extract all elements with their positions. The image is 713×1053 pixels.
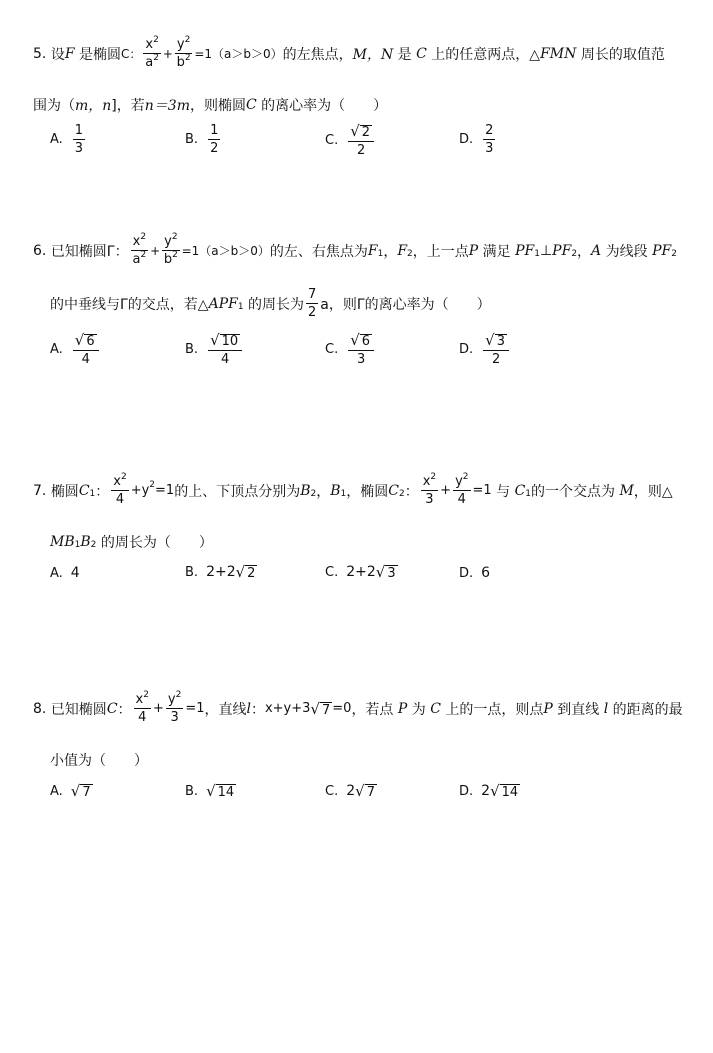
- question-number: 5.: [33, 45, 47, 62]
- q7-line1: [33, 472, 673, 507]
- question-number: 8.: [33, 700, 47, 717]
- radicand: 14: [501, 785, 519, 800]
- var-FMN: FMN: [540, 45, 577, 62]
- radicand: 6: [361, 334, 371, 349]
- text: 的左、右焦点为: [269, 243, 368, 260]
- option-a[interactable]: [50, 565, 80, 581]
- sqrt: √ 7: [310, 699, 331, 718]
- option-label: D.: [459, 342, 474, 357]
- denominator: 2: [308, 305, 317, 320]
- option-value: 4: [70, 565, 80, 581]
- q6-line1: [33, 232, 677, 267]
- var-P: P: [468, 242, 479, 259]
- radicand: 7: [82, 785, 91, 800]
- var-x: x: [145, 37, 154, 52]
- sqrt: √ 7: [355, 782, 375, 800]
- text: ，直线: [204, 701, 247, 718]
- sqrt: √ 2: [235, 563, 256, 581]
- text: ，: [577, 243, 592, 260]
- exponent: 2: [184, 53, 191, 63]
- exponent: 2: [462, 472, 469, 482]
- exponent: 2: [120, 472, 127, 482]
- radicand: 2: [361, 125, 371, 140]
- var-C: C: [514, 482, 526, 499]
- equation: $\frac{x^2}{3}$ + $\frac{y^2}{4}$ =1: [422, 472, 492, 507]
- option-b[interactable]: [185, 563, 257, 581]
- var-F: F: [367, 242, 378, 259]
- radicand: 2: [247, 566, 256, 581]
- var-y: y: [167, 692, 176, 707]
- text: ：: [404, 483, 419, 500]
- question-number: 6.: [33, 242, 47, 259]
- text: ：: [117, 701, 132, 718]
- option-label: C.: [325, 342, 339, 357]
- text: 已知椭圆Γ：: [50, 243, 129, 260]
- option-label: C.: [325, 783, 339, 799]
- var-C: C: [430, 700, 441, 717]
- option-c[interactable]: [325, 782, 377, 800]
- equation: $\frac{x^2}{a^2}$ + $\frac{y^2}{b^2}$ =1（a＞b＞0）: [132, 232, 270, 267]
- coefficient: 2: [346, 783, 356, 799]
- fraction: [348, 124, 374, 157]
- fraction: [421, 472, 438, 507]
- radicand: 14: [217, 785, 235, 800]
- q8-line1: [33, 690, 683, 725]
- numerator: 1: [74, 123, 84, 138]
- q5-line1: [33, 35, 665, 70]
- subscript: 1: [340, 488, 347, 499]
- var-C: C: [388, 482, 399, 499]
- q8-line2: [50, 750, 148, 770]
- option-c[interactable]: [325, 124, 376, 157]
- option-d[interactable]: [459, 782, 520, 800]
- option-value: 2+2: [346, 564, 376, 580]
- option-a[interactable]: [50, 333, 101, 366]
- sqrt: √ 10: [210, 331, 239, 349]
- var-x: x: [132, 234, 141, 249]
- text: 上的一点，则点: [445, 701, 544, 718]
- var-M: M: [619, 482, 634, 499]
- var-C: C: [106, 700, 118, 717]
- option-b[interactable]: [185, 333, 244, 366]
- option-d[interactable]: [459, 124, 497, 155]
- fraction: [453, 472, 470, 507]
- text: ：: [95, 483, 110, 500]
- subscript: 2: [671, 248, 677, 259]
- sqrt: √ 3: [485, 331, 505, 349]
- text: ：: [250, 701, 265, 718]
- text: 的左焦点，: [282, 46, 353, 63]
- denominator: 4: [138, 710, 147, 725]
- denominator: 3: [74, 141, 84, 156]
- option-d[interactable]: [459, 333, 511, 366]
- subscript: 1: [377, 248, 384, 259]
- text: 已知椭圆: [50, 701, 107, 718]
- radicand: 6: [86, 334, 95, 349]
- sqrt: √ 2: [350, 122, 371, 140]
- text: =1: [472, 483, 492, 498]
- text: +y: [130, 483, 150, 498]
- var-C: C: [245, 97, 257, 113]
- var-x: x: [135, 692, 144, 707]
- var-l: l: [603, 700, 609, 717]
- text: 到直线: [557, 701, 600, 718]
- var-B: B: [330, 482, 341, 499]
- text: 椭圆: [50, 483, 79, 500]
- question-number: 7.: [33, 482, 47, 499]
- exponent: 2: [140, 250, 147, 260]
- var-B: B: [80, 534, 91, 550]
- exponent: 2: [172, 250, 178, 260]
- text: 的距离的最: [612, 701, 683, 718]
- option-value: 2+2: [206, 564, 236, 580]
- exponent: 2: [175, 690, 182, 700]
- option-b[interactable]: [185, 782, 236, 800]
- text: 是: [397, 46, 412, 63]
- var-P: P: [543, 700, 553, 717]
- fraction: [208, 124, 220, 155]
- text: 的周长为: [248, 296, 305, 313]
- var-l: l: [246, 700, 251, 717]
- var-C: C: [120, 46, 130, 61]
- var-A: A: [591, 242, 602, 259]
- text: 为: [411, 701, 426, 718]
- exponent: 2: [153, 35, 159, 45]
- sqrt: √ 14: [490, 782, 519, 800]
- text: ]，若: [111, 98, 145, 114]
- fraction: [131, 232, 148, 267]
- text: ，若点: [351, 701, 394, 718]
- text: 的离心率为（ ）: [261, 98, 388, 114]
- option-label: C.: [325, 564, 339, 580]
- q7-line2: [50, 532, 213, 552]
- text: 为线段: [605, 243, 648, 260]
- exponent: 2: [153, 53, 159, 63]
- text: ：: [129, 47, 142, 61]
- numerator: 1: [210, 123, 219, 138]
- fraction: [483, 124, 495, 155]
- var-PF: PF: [552, 242, 572, 259]
- equation: [109, 472, 175, 507]
- text: 围为（: [33, 98, 75, 114]
- radicand: 10: [221, 334, 239, 349]
- var-y: y: [164, 234, 172, 249]
- var-PF: PF: [652, 242, 672, 259]
- text: 与: [496, 483, 511, 500]
- var-x: x: [113, 474, 121, 489]
- var-APF: APF: [208, 295, 238, 312]
- denominator: 2: [491, 352, 501, 367]
- fraction: [162, 232, 179, 267]
- exponent: 2: [184, 35, 191, 45]
- numerator: 2: [485, 123, 494, 138]
- subscript: 1: [525, 488, 532, 499]
- fraction: [143, 35, 160, 70]
- exponent: 2: [140, 232, 147, 242]
- option-label: D.: [459, 565, 474, 581]
- var-F: F: [397, 242, 408, 259]
- equation-rhs: =1（a＞b＞0）: [194, 47, 283, 61]
- text: ，上一点: [412, 243, 469, 260]
- numerator: 7: [308, 287, 317, 302]
- option-c[interactable]: [325, 333, 376, 366]
- option-label: A.: [50, 132, 63, 147]
- option-label: A.: [50, 565, 63, 581]
- text: =1: [155, 483, 175, 498]
- coefficient: 2: [481, 783, 491, 799]
- fraction: [134, 690, 151, 725]
- var-y: y: [455, 474, 463, 489]
- fraction: [306, 288, 318, 319]
- var-mn: m，n: [75, 98, 112, 114]
- subscript: 1: [89, 488, 96, 499]
- radicand: 7: [321, 702, 331, 718]
- var-b: b: [176, 55, 185, 70]
- fraction: [483, 333, 509, 366]
- var-F: F: [64, 45, 75, 62]
- sqrt: √ 6: [74, 331, 95, 349]
- fraction: [73, 124, 85, 155]
- text: a，则Γ的离心率为（ ）: [320, 296, 491, 313]
- fraction: [166, 690, 183, 725]
- exponent: 2: [149, 479, 156, 490]
- var-b: b: [163, 252, 173, 267]
- text: 满足: [482, 243, 511, 260]
- text: x+y+3: [264, 701, 311, 716]
- subscript: 2: [407, 248, 413, 259]
- denominator: 4: [220, 352, 230, 367]
- denominator: 3: [425, 492, 434, 507]
- denominator: 3: [357, 352, 366, 367]
- denominator: 4: [457, 492, 466, 507]
- var-MB: MB: [50, 534, 75, 550]
- option-d[interactable]: [459, 565, 490, 581]
- text: 是椭圆: [78, 46, 121, 63]
- var-a: a: [132, 252, 141, 267]
- text: 的周长为（ ）: [100, 535, 213, 551]
- var-B: B: [300, 482, 311, 499]
- fraction: [73, 333, 99, 366]
- text: 小值为（ ）: [50, 753, 148, 769]
- subscript: 2: [90, 540, 97, 550]
- text: 的一个交点为: [531, 483, 616, 500]
- fraction: [348, 333, 374, 366]
- exponent: 2: [430, 472, 437, 482]
- option-label: B.: [185, 564, 199, 580]
- equation: [265, 700, 351, 718]
- equation-rhs: =1（a＞b＞0）: [181, 244, 270, 258]
- text: =0: [332, 701, 352, 716]
- option-label: D.: [459, 783, 474, 799]
- option-a[interactable]: [50, 782, 93, 800]
- sqrt: √ 6: [350, 331, 371, 349]
- var-P: P: [397, 700, 408, 717]
- denominator: 2: [357, 143, 366, 158]
- subscript: 2: [310, 488, 317, 499]
- sqrt: √ 7: [70, 782, 91, 800]
- radicand: 3: [387, 566, 396, 581]
- option-a[interactable]: [50, 124, 87, 155]
- var-x: x: [422, 474, 431, 489]
- var-PF: PF: [515, 242, 535, 259]
- exponent: 2: [143, 690, 149, 700]
- subscript: 1: [237, 301, 244, 312]
- var-C: C: [416, 45, 427, 62]
- option-label: D.: [459, 132, 474, 147]
- option-value: 6: [481, 565, 491, 581]
- var-y: y: [176, 37, 185, 52]
- fraction: [111, 472, 128, 507]
- equation: $\frac{x^2}{4}$ + $\frac{y^2}{3}$ =1: [135, 690, 205, 725]
- option-label: B.: [185, 132, 199, 147]
- subscript: 1: [74, 540, 81, 550]
- text: 周长的取值范: [580, 46, 665, 63]
- text: =1: [185, 701, 205, 716]
- option-label: C.: [325, 133, 339, 148]
- radicand: 7: [366, 785, 375, 800]
- text: 的中垂线与Γ的交点，若△: [50, 296, 209, 313]
- text: 的上、下顶点分别为: [174, 483, 301, 500]
- exponent: 2: [171, 232, 178, 242]
- text: ，则椭圆: [189, 98, 246, 114]
- fraction: [175, 35, 192, 70]
- q5-line2: [33, 95, 387, 115]
- q6-line2: [50, 288, 491, 319]
- fraction: [208, 333, 242, 366]
- var-MN: M，N: [352, 46, 394, 63]
- option-label: B.: [185, 342, 199, 357]
- sqrt: √ 3: [375, 563, 396, 581]
- text: 上的任意两点，△: [431, 46, 541, 63]
- option-c[interactable]: [325, 563, 398, 581]
- denominator: 2: [210, 141, 219, 156]
- var-a: a: [145, 55, 154, 70]
- text: ，: [316, 483, 331, 500]
- subscript: 1: [534, 248, 540, 259]
- subscript: 2: [571, 248, 578, 259]
- text: ，则△: [633, 483, 673, 500]
- denominator: 4: [115, 492, 125, 507]
- perp-symbol: ⊥: [539, 242, 553, 259]
- text: ，椭圆: [346, 483, 389, 500]
- option-b[interactable]: [185, 124, 222, 155]
- var-n3m: n＝3m: [144, 98, 190, 114]
- denominator: 4: [81, 352, 90, 367]
- sqrt: √ 14: [206, 782, 235, 800]
- equation: C ： $\frac{x^2}{a^2}$ + $\frac{y^2}{b^2}$ =1（a＞b＞0）: [120, 35, 283, 70]
- var-C: C: [78, 482, 90, 499]
- text: ，: [383, 243, 398, 260]
- radicand: 3: [496, 334, 505, 349]
- text: 设: [50, 46, 65, 63]
- denominator: 3: [485, 141, 494, 156]
- option-label: B.: [185, 783, 199, 799]
- option-label: A.: [50, 342, 63, 357]
- option-label: A.: [50, 783, 63, 799]
- subscript: 2: [398, 488, 405, 499]
- denominator: 3: [170, 710, 179, 725]
